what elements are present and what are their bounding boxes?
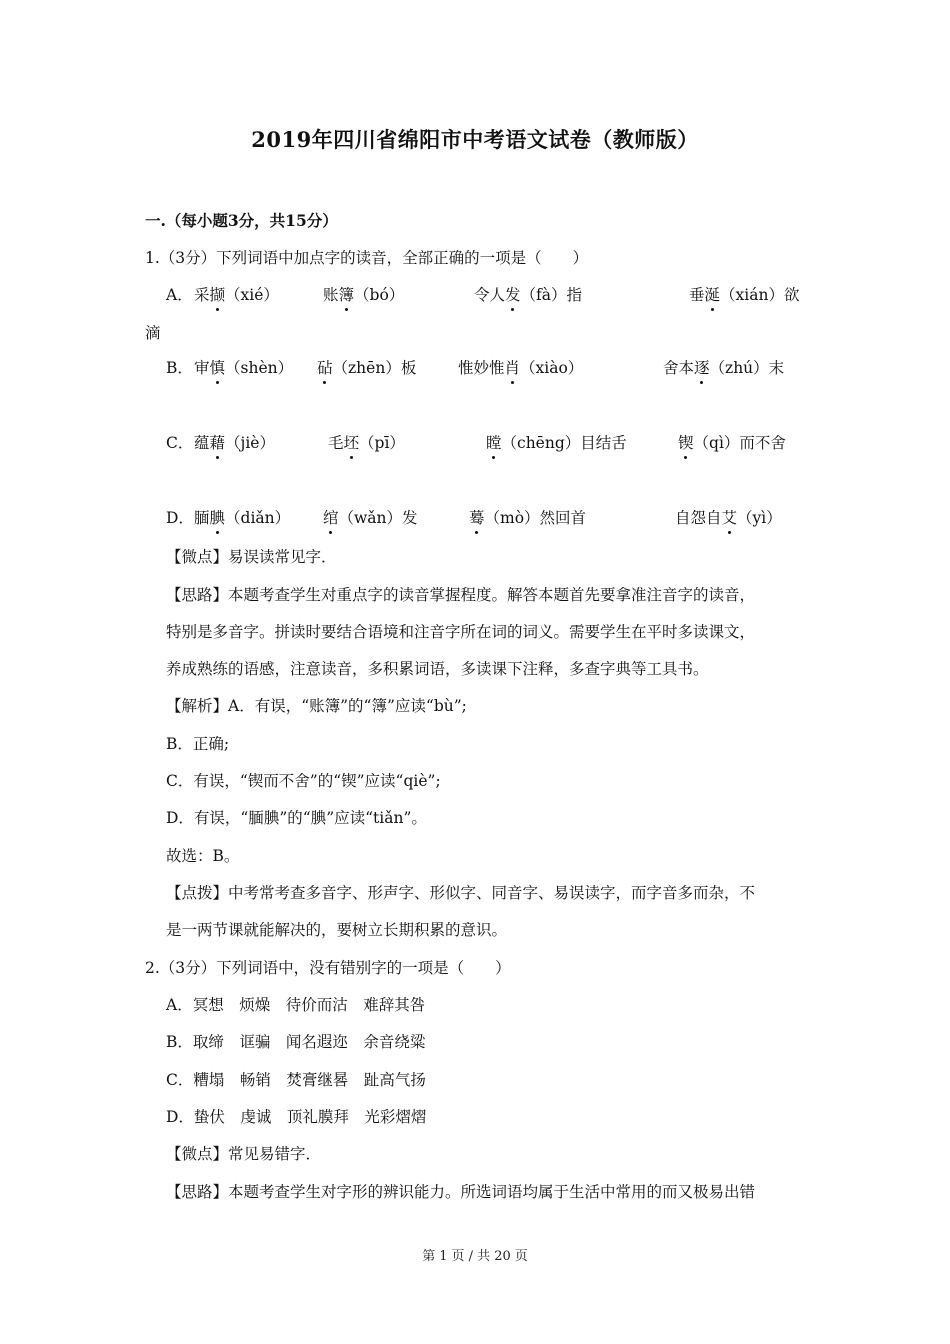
emphasis-dot-char: 涎 [704, 286, 721, 304]
emphasis-dot-char: 锲 [678, 434, 694, 452]
q1-jiexi: 【解析】A．有误，“账簿”的“簿”应读“bù”; [166, 697, 467, 715]
q1-option-a-label: A． [166, 286, 193, 304]
page-title: 2019年四川省绵阳市中考语文试卷（教师版） [251, 127, 699, 152]
q2-weidian: 【微点】常见易错字． [166, 1145, 322, 1163]
q1-dianbo-line-1: 【点拨】中考常考查多音字、形声字、形似字、同音字、易误读字，而字音多而杂，不 [166, 884, 756, 902]
q1-option-d-word-3: 蓦（mò）然回首 [469, 509, 587, 527]
q1-option-d-word-2: 绾（wǎn）发 [323, 509, 418, 527]
q1-option-d-word-1: 腼腆（diǎn） [194, 509, 291, 527]
emphasis-dot-char: 肖 [504, 359, 521, 377]
emphasis-dot-char: 逐 [694, 359, 710, 377]
q1-option-a-word-3: 令人发（fà）指 [474, 286, 583, 304]
page-footer: 第 1 页 / 共 20 页 [422, 1249, 528, 1264]
emphasis-dot-char: 藉 [209, 434, 226, 452]
q1-silu-line-3: 养成熟练的语感，注意读音，多积累词语，多读课下注释，多查字典等工具书。 [166, 660, 709, 678]
q1-option-c-word-4: 锲（qì）而不舍 [678, 434, 786, 452]
q1-option-b-word-3: 惟妙惟肖（xiào） [458, 359, 584, 377]
emphasis-dot-char: 慎 [209, 359, 226, 377]
emphasis-dot-char: 绾 [323, 509, 339, 527]
q1-option-a-wrap: 滴 [145, 324, 161, 342]
q1-jiexi-b: B．正确; [166, 735, 230, 753]
q1-option-d-word-4: 自怨自艾（yì） [675, 509, 782, 527]
q2-option-b: B．取缔 诓骗 闻名遐迩 余音绕粱 [166, 1033, 426, 1051]
q1-option-a-word-2: 账簿（bó） [323, 286, 405, 304]
q1-answer: 故选：B。 [166, 847, 240, 865]
emphasis-dot-char: 簿 [338, 286, 355, 304]
q1-option-b-word-1: 审慎（shèn） [194, 359, 294, 377]
q1-option-b-word-4: 舍本逐（zhú）末 [663, 359, 785, 377]
q1-weidian: 【微点】易误读常见字． [166, 548, 337, 566]
q1-option-d-label: D． [166, 509, 194, 527]
q1-option-b-label: B． [166, 359, 193, 377]
current-page-number: 1 [439, 1249, 448, 1264]
q1-option-a-word-1: 采撷（xié） [194, 286, 279, 304]
emphasis-dot-char: 发 [505, 286, 521, 304]
q2-option-a: A．冥想 烦燥 待价而沽 难辞其咎 [166, 996, 426, 1014]
q2-silu-line-1: 【思路】本题考查学生对字形的辨识能力。所选词语均属于生活中常用的而又极易出错 [166, 1183, 756, 1201]
q1-option-c-word-1: 蕴藉（jiè） [194, 434, 275, 452]
q1-option-c-label: C． [166, 434, 194, 452]
emphasis-dot-char: 蓦 [469, 509, 485, 527]
emphasis-dot-char: 瞠 [486, 434, 502, 452]
emphasis-dot-char: 砧 [317, 359, 333, 377]
q2-option-d: D．蛰伏 虔诚 顶礼膜拜 光彩熠熠 [166, 1108, 427, 1126]
q1-option-b-word-2: 砧（zhēn）板 [317, 359, 417, 377]
q1-stem: 1.（3分）下列词语中加点字的读音，全部正确的一项是（ ） [145, 249, 589, 267]
total-pages: 20 [494, 1249, 511, 1264]
q1-option-c-word-3: 瞠（chēng）目结舌 [486, 434, 627, 452]
emphasis-dot-char: 艾 [721, 509, 738, 527]
emphasis-dot-char: 腆 [209, 509, 226, 527]
q2-option-c: C．糟塌 畅销 焚膏继晷 趾高气扬 [166, 1071, 426, 1089]
q2-stem: 2.（3分）下列词语中，没有错别字的一项是（ ） [145, 959, 511, 977]
section-heading: 一.（每小题3分，共15分） [145, 211, 338, 230]
emphasis-dot-char: 撷 [209, 286, 226, 304]
q1-option-c-word-2: 毛坯（pī） [328, 434, 405, 452]
q1-silu-line-1: 【思路】本题考查学生对重点字的读音掌握程度。解答本题首先要拿准注音字的读音， [166, 586, 756, 604]
q1-jiexi-c: C．有误，“锲而不舍”的“锲”应读“qiè”; [166, 772, 441, 790]
emphasis-dot-char: 坯 [343, 434, 360, 452]
q1-silu-line-2: 特别是多音字。拼读时要结合语境和注音字所在词的词义。需要学生在平时多读课文， [166, 623, 756, 641]
q1-option-a-word-4: 垂涎（xián）欲 [689, 286, 800, 304]
q1-jiexi-d: D．有误，“腼腆”的“腆”应读“tiǎn”。 [166, 809, 427, 827]
q1-dianbo-line-2: 是一两节课就能解决的，要树立长期积累的意识。 [166, 921, 508, 939]
